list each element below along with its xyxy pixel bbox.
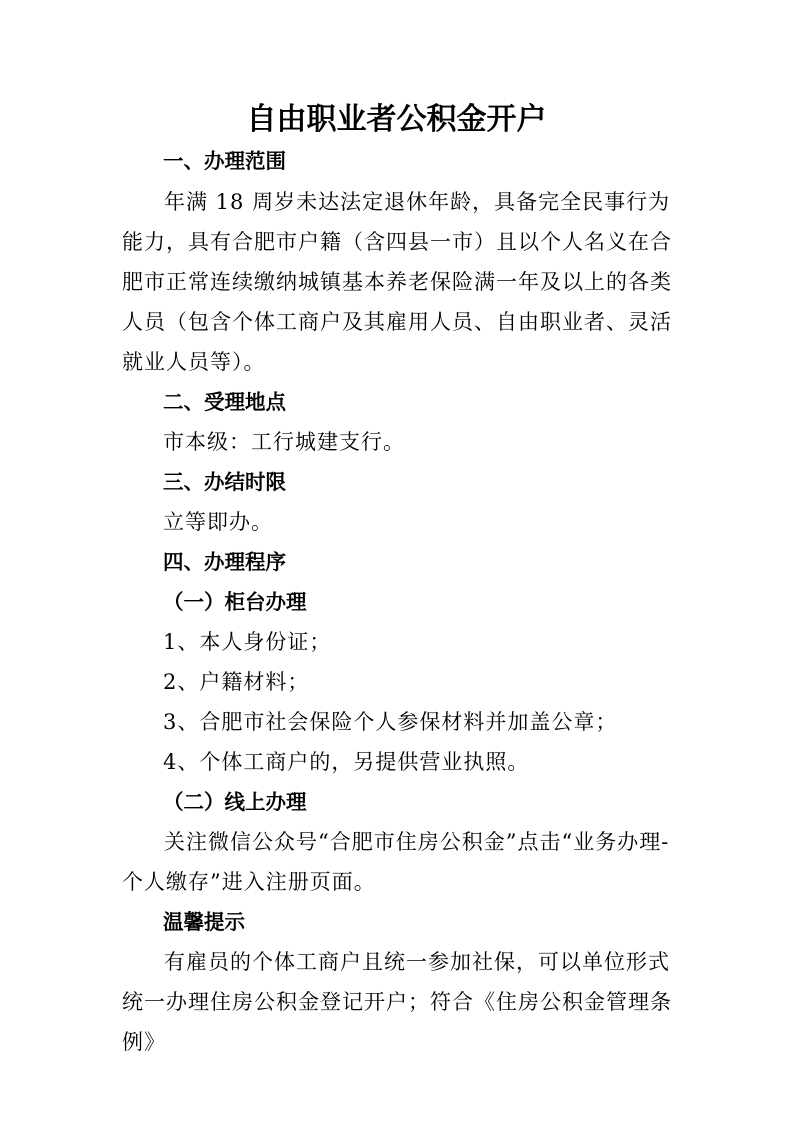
subsection-heading-counter: （一）柜台办理 xyxy=(163,590,307,614)
list-item: 3、合肥市社会保险个人参保材料并加盖公章； xyxy=(163,710,618,734)
section-heading-scope: 一、办理范围 xyxy=(163,149,286,173)
section-heading-procedure: 四、办理程序 xyxy=(163,550,286,574)
tips-heading: 温馨提示 xyxy=(163,910,245,934)
section-heading-location: 二、受理地点 xyxy=(163,390,286,414)
subsection-body-online: 关注微信公众号“合肥市住房公积金”点击“业务办理-个人缴存”进入注册页面。 xyxy=(122,830,670,894)
list-item: 4、个体工商户的，另提供营业执照。 xyxy=(163,750,530,774)
section-body-scope: 年满 18 周岁未达法定退休年龄，具备完全民事行为能力，具有合肥市户籍（含四县一市）且以个人名义在合肥市正常连续缴纳城镇基本养老保险满一年及以上的各类人员（包含个体工商户及其雇用人员、自由职业者、灵活就业人员等）。 xyxy=(122,190,672,374)
list-item: 1、本人身份证； xyxy=(163,630,332,654)
subsection-heading-online: （二）线上办理 xyxy=(163,790,307,814)
section-heading-time-limit: 三、办结时限 xyxy=(163,470,286,494)
document-title: 自由职业者公积金开户 xyxy=(246,102,547,137)
list-item: 2、户籍材料； xyxy=(163,670,310,694)
section-body-time-limit: 立等即办。 xyxy=(163,510,273,534)
tips-body: 有雇员的个体工商户且统一参加社保，可以单位形式统一办理住房公积金登记开户；符合《住房公积金管理条例》 xyxy=(122,950,672,1054)
section-body-location: 市本级：工行城建支行。 xyxy=(163,430,405,454)
